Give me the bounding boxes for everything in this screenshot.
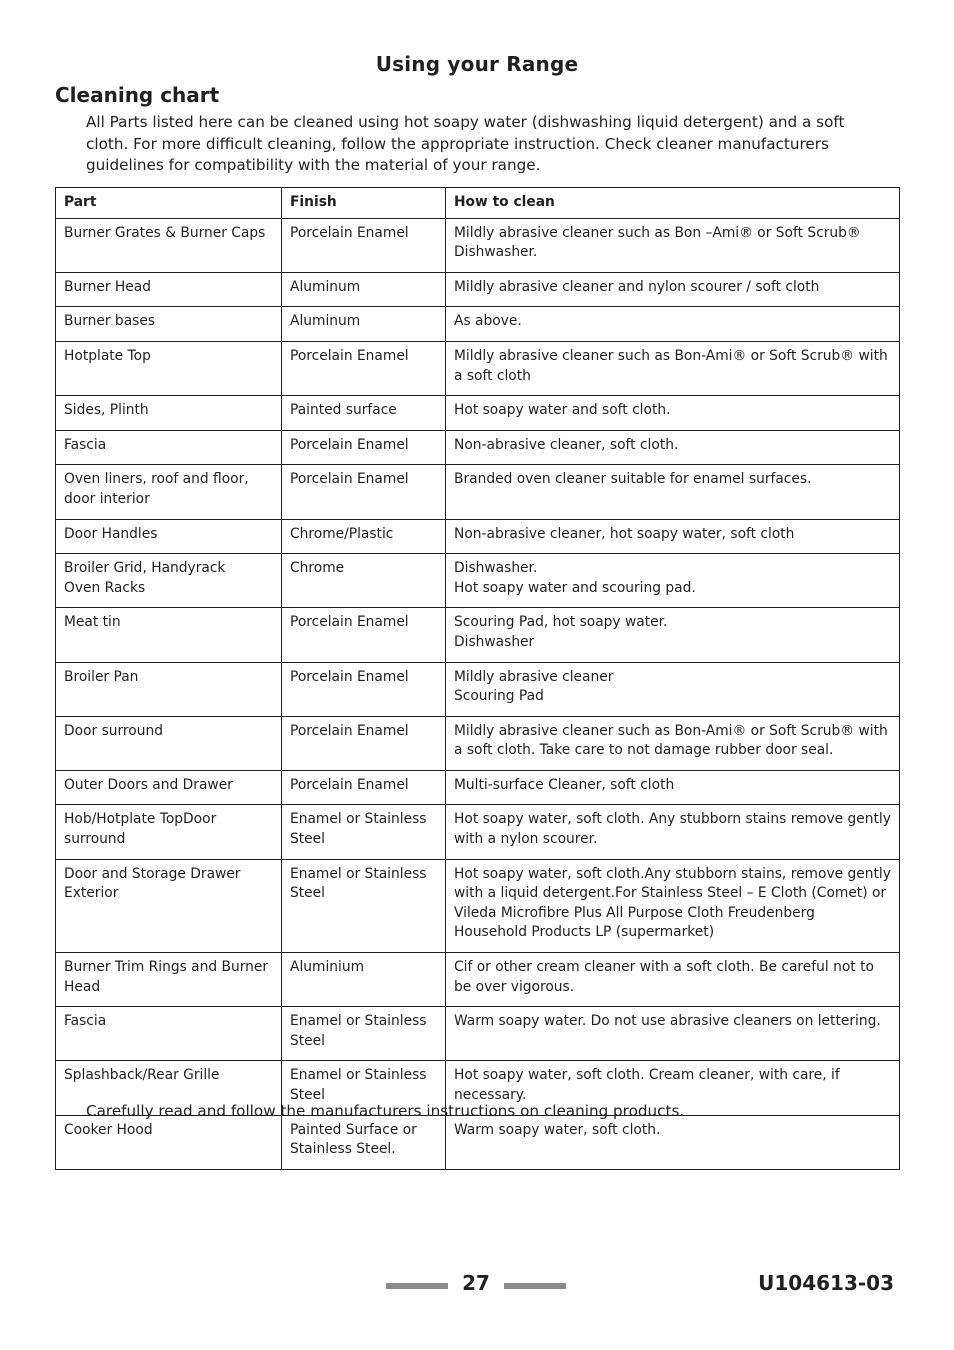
cell-how-to-clean [446, 1115, 900, 1169]
page-bar-left [386, 1283, 448, 1289]
cell-part-text: Meat tin [64, 614, 121, 631]
cell-part [56, 465, 282, 519]
column-header-how-to-clean: How to clean [446, 188, 900, 219]
cell-how-to-clean [446, 519, 900, 554]
cell-how-to-clean-text: Scouring Pad, hot soapy water. [454, 614, 668, 631]
table-row [56, 1115, 900, 1169]
cell-finish-text: Enamel or Stainless Steel [290, 1013, 427, 1049]
cell-finish [282, 396, 446, 431]
cell-part [56, 1115, 282, 1169]
cell-finish-text: Enamel or Stainless Steel [290, 811, 427, 848]
table-row [56, 396, 900, 431]
cell-part-text: Outer Doors and Drawer [64, 776, 233, 793]
table-row [56, 430, 900, 465]
cell-finish-text: Aluminium [290, 959, 365, 976]
table-row [56, 953, 900, 1007]
cell-part-text: Burner Head [64, 278, 152, 295]
cell-how-to-clean [446, 465, 900, 519]
cell-finish-text: Porcelain Enamel [290, 436, 409, 453]
cell-part-text: Fascia [64, 1013, 107, 1030]
page-number: 27 [462, 1271, 490, 1295]
cell-finish-text: Painted Surface or Stainless Steel. [290, 1121, 417, 1158]
cell-part-text: Sides, Plinth [64, 402, 149, 419]
table-row [56, 859, 900, 952]
column-header-part: Part [56, 188, 282, 219]
cell-finish [282, 859, 446, 952]
cell-how-to-clean [446, 770, 900, 805]
cell-part [56, 859, 282, 952]
cell-part [56, 430, 282, 465]
cell-part [56, 218, 282, 272]
cell-part-text: Door and Storage Drawer Exterior [64, 865, 241, 902]
page-bar-right [504, 1283, 566, 1289]
cleaning-chart-table [55, 187, 900, 1170]
cell-finish [282, 1115, 446, 1169]
cell-finish-text: Chrome/Plastic [290, 525, 394, 542]
page-header-title: Using your Range [375, 52, 579, 76]
cell-how-to-clean-text: Mildly abrasive cleaner such as Bon-Ami® or Soft Scrub® with a soft cloth. Take care to not damage rubber door seal. [454, 722, 888, 759]
cell-how-to-clean-text: Dishwasher. [454, 560, 538, 577]
table-row [56, 662, 900, 716]
table-row [56, 272, 900, 307]
cell-how-to-clean [446, 1007, 900, 1061]
cell-how-to-clean [446, 608, 900, 662]
cell-finish [282, 519, 446, 554]
table-row [56, 218, 900, 272]
cell-part-text: Burner bases [64, 313, 156, 330]
cell-part [56, 272, 282, 307]
intro-paragraph: All Parts listed here can be cleaned using hot soapy water (dishwashing liquid detergent) and a soft cloth. For more difficult cleaning, follow the appropriate instruction. Check cleaner manufacturers guidelines for compatibility with the material of your range. [86, 113, 845, 174]
table-header-row [56, 188, 900, 219]
cell-part-text: Oven Racks [64, 579, 146, 596]
section-title: Cleaning chart [55, 83, 220, 107]
cell-part [56, 608, 282, 662]
cell-how-to-clean [446, 554, 900, 608]
cell-how-to-clean-text: Non-abrasive cleaner, soft cloth. [454, 436, 679, 453]
cell-how-to-clean [446, 716, 900, 770]
cell-part [56, 519, 282, 554]
cell-finish [282, 218, 446, 272]
cell-part [56, 953, 282, 1007]
cell-part-text: Hotplate Top [64, 347, 151, 364]
table-row [56, 716, 900, 770]
cell-how-to-clean [446, 662, 900, 716]
cell-how-to-clean [446, 953, 900, 1007]
table-row [56, 465, 900, 519]
cell-finish-text: Enamel or Stainless Steel [290, 1067, 427, 1103]
table-row [56, 608, 900, 662]
cell-finish [282, 554, 446, 608]
cell-finish [282, 1007, 446, 1061]
cell-part-text: Splashback/Rear Grille [64, 1067, 220, 1084]
column-header-finish: Finish [282, 188, 446, 219]
table-row [56, 519, 900, 554]
table-row [56, 770, 900, 805]
cell-how-to-clean [446, 341, 900, 395]
cell-how-to-clean-text: Mildly abrasive cleaner such as Bon-Ami® or Soft Scrub® with a soft cloth [454, 347, 888, 384]
cell-how-to-clean-text: Multi-surface Cleaner, soft cloth [454, 776, 675, 793]
cell-finish [282, 608, 446, 662]
cell-finish-text: Porcelain Enamel [290, 347, 409, 364]
cell-how-to-clean-text: Scouring Pad [454, 688, 544, 705]
cell-part-text: Broiler Pan [64, 668, 139, 685]
cell-part [56, 341, 282, 395]
cell-how-to-clean-text: As above. [454, 313, 522, 330]
cell-part-text: Door surround [64, 722, 163, 739]
cell-finish-text: Enamel or Stainless Steel [290, 865, 427, 902]
cell-how-to-clean-text: Mildly abrasive cleaner such as Bon –Ami® or Soft Scrub® Dishwasher. [454, 224, 861, 261]
cell-finish [282, 805, 446, 859]
cell-part [56, 396, 282, 431]
cell-finish-text: Porcelain Enamel [290, 471, 409, 488]
cell-finish [282, 953, 446, 1007]
cell-finish [282, 465, 446, 519]
document-code: U104613-03 [758, 1271, 894, 1295]
cell-finish [282, 662, 446, 716]
cell-part-text: Oven liners, roof and floor, door interior [64, 471, 249, 507]
table-row [56, 307, 900, 342]
cell-part-text: Broiler Grid, Handyrack [64, 560, 226, 577]
cell-part [56, 805, 282, 859]
table-body [56, 218, 900, 1169]
cell-part-text: Burner Trim Rings and Burner Head [64, 959, 269, 995]
cell-how-to-clean [446, 307, 900, 342]
cell-finish-text: Porcelain Enamel [290, 722, 409, 739]
cell-finish [282, 716, 446, 770]
cell-how-to-clean-text: Mildly abrasive cleaner [454, 668, 614, 685]
table-row [56, 341, 900, 395]
cell-how-to-clean [446, 272, 900, 307]
cell-how-to-clean-text: Cif or other cream cleaner with a soft cloth. Be careful not to be over vigorous. [454, 959, 874, 995]
cell-part [56, 770, 282, 805]
cell-finish [282, 430, 446, 465]
cell-finish [282, 272, 446, 307]
cell-finish-text: Porcelain Enamel [290, 614, 409, 631]
cell-how-to-clean-text: Non-abrasive cleaner, hot soapy water, soft cloth [454, 525, 795, 542]
cell-how-to-clean-text: Warm soapy water. Do not use abrasive cleaners on lettering. [454, 1013, 881, 1030]
cell-part [56, 307, 282, 342]
cell-part-text: Door Handles [64, 525, 158, 542]
cell-how-to-clean-text: Warm soapy water, soft cloth. [454, 1121, 661, 1138]
cell-how-to-clean [446, 859, 900, 952]
cell-finish-text: Painted surface [290, 402, 397, 419]
cell-how-to-clean-text: Hot soapy water and soft cloth. [454, 402, 671, 419]
cell-finish-text: Porcelain Enamel [290, 776, 409, 793]
cell-how-to-clean-text: Hot soapy water, soft cloth. Cream cleaner, with care, if necessary. [454, 1067, 840, 1103]
cell-finish-text: Porcelain Enamel [290, 668, 409, 685]
cell-part [56, 662, 282, 716]
table-row [56, 805, 900, 859]
cell-part [56, 554, 282, 608]
cell-how-to-clean [446, 396, 900, 431]
cell-how-to-clean-text: Hot soapy water, soft cloth. Any stubborn stains remove gently with a nylon scourer. [454, 811, 891, 848]
cell-part-text: Cooker Hood [64, 1121, 153, 1138]
cell-how-to-clean-text: Branded oven cleaner suitable for enamel surfaces. [454, 471, 812, 488]
cell-how-to-clean [446, 430, 900, 465]
cell-finish [282, 307, 446, 342]
cell-how-to-clean [446, 805, 900, 859]
cell-how-to-clean-text: Dishwasher [454, 633, 535, 650]
cell-finish [282, 341, 446, 395]
cell-how-to-clean-text: Hot soapy water, soft cloth.Any stubborn stains, remove gently with a liquid detergent.For Stainless Steel – E Cloth (Comet) or Vileda Microfibre Plus All Purpose Cloth Freudenberg Household Products LP (supermarket) [454, 865, 891, 941]
cell-finish-text: Aluminum [290, 313, 361, 330]
cell-part [56, 1007, 282, 1061]
table-row [56, 554, 900, 608]
cell-part-text: Burner Grates & Burner Caps [64, 224, 266, 241]
footer-note: Carefully read and follow the manufacturers instructions on cleaning products. [86, 1102, 685, 1120]
cell-how-to-clean [446, 218, 900, 272]
cell-finish-text: Chrome [290, 560, 345, 577]
cell-how-to-clean-text: Hot soapy water and scouring pad. [454, 579, 696, 596]
cell-part-text: Hob/Hotplate TopDoor surround [64, 811, 217, 848]
cell-part-text: Fascia [64, 436, 107, 453]
cell-finish-text: Aluminum [290, 278, 361, 295]
cell-part [56, 716, 282, 770]
cell-finish-text: Porcelain Enamel [290, 224, 409, 241]
cell-how-to-clean-text: Mildly abrasive cleaner and nylon scourer / soft cloth [454, 278, 820, 295]
cell-finish [282, 770, 446, 805]
table-row [56, 1007, 900, 1061]
